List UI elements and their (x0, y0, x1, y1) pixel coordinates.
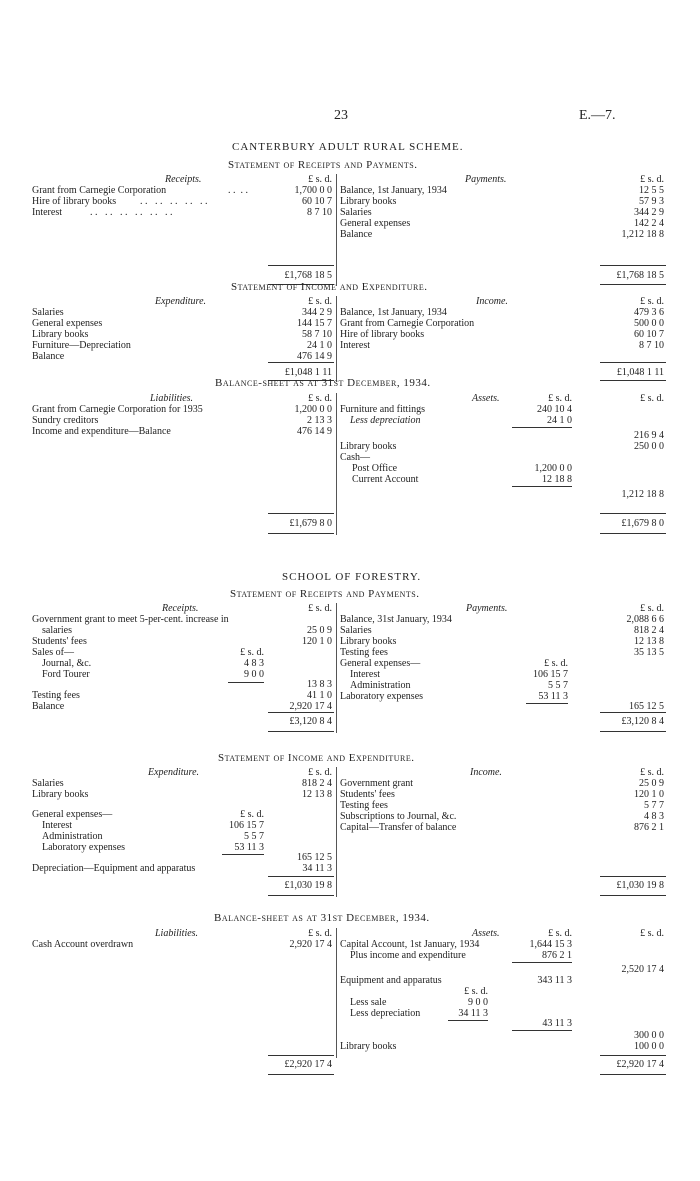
column-label: Income. (476, 296, 508, 307)
ledger-amount: 344 2 9 (302, 307, 332, 318)
ledger-amount: 8 7 10 (307, 207, 332, 218)
ledger-amount: 34 11 3 (458, 1008, 488, 1019)
column-head: £ s. d. (548, 393, 572, 404)
ledger-item: Equipment and apparatus (340, 975, 442, 986)
ledger-amount: 4 8 3 (244, 658, 264, 669)
column-label: Payments. (465, 174, 507, 185)
ledger-item: Salaries (340, 207, 372, 218)
ledger-item: Administration (350, 680, 411, 691)
ledger-amount: 479 3 6 (634, 307, 664, 318)
section-title: CANTERBURY ADULT RURAL SCHEME. (232, 141, 464, 153)
column-label: Expenditure. (148, 767, 200, 778)
ledger-item: Government grant to meet 5-per-cent. increase in (32, 614, 229, 625)
ledger-amount: 876 2 1 (634, 822, 664, 833)
ledger-item: Balance, 1st January, 1934 (340, 185, 447, 196)
ledger-item: Library books (32, 789, 89, 800)
ledger-amount: 2 13 3 (307, 415, 332, 426)
ledger-item: Testing fees (340, 647, 388, 658)
ledger-amount: 53 11 3 (234, 842, 264, 853)
ledger-item: Sundry creditors (32, 415, 99, 426)
ledger-item: Plus income and expenditure (350, 950, 466, 961)
ledger-item: Laboratory expenses (42, 842, 126, 853)
ledger-item: Less depreciation (350, 415, 421, 426)
total: £3,120 8 4 (621, 716, 664, 727)
ledger-amount: 1,212 18 8 (621, 229, 664, 240)
ledger-item: Income and expenditure—Balance (32, 426, 171, 437)
ledger-item: Salaries (340, 625, 372, 636)
ledger-item: Grant from Carnegie Corporation (340, 318, 475, 329)
ledger-amount: 2,088 6 6 (626, 614, 664, 625)
ledger-amount: 344 2 9 (634, 207, 664, 218)
total: £2,920 17 4 (616, 1059, 664, 1070)
ledger-amount: 4 8 3 (644, 811, 664, 822)
ledger-amount: 5 5 7 (548, 680, 568, 691)
ledger-amount: 12 13 8 (634, 636, 664, 647)
statement-heading: Balance-sheet as at 31st December, 1934. (215, 377, 431, 389)
column-head: £ s. d. (640, 296, 664, 307)
ledger-amount: 142 2 4 (634, 218, 664, 229)
column-head: £ s. d. (308, 603, 332, 614)
total: £3,120 8 4 (289, 716, 332, 727)
ledger-item: Administration (42, 831, 103, 842)
ledger-amount: 8 7 10 (639, 340, 664, 351)
ledger-amount: 120 1 0 (634, 789, 664, 800)
ledger-item: Testing fees (32, 690, 80, 701)
ledger-item: Interest (350, 669, 380, 680)
total: £1,768 18 5 (284, 270, 332, 281)
ledger-item: Testing fees (340, 800, 388, 811)
total: £1,030 19 8 (284, 880, 332, 891)
ledger-amount: 24 1 0 (307, 340, 332, 351)
ledger-item: Furniture and fittings (340, 404, 425, 415)
ledger-item: Hire of library books (340, 329, 425, 340)
column-head: £ s. d. (308, 767, 332, 778)
ledger-amount: 53 11 3 (538, 691, 568, 702)
ledger-item: Salaries (32, 307, 64, 318)
ledger-amount: 476 14 9 (297, 426, 332, 437)
column-head: £ s. d. (640, 603, 664, 614)
ledger-amount: 100 0 0 (634, 1041, 664, 1052)
column-head: £ s. d. (640, 174, 664, 185)
column-label: Liabilities. (150, 393, 194, 404)
column-head: £ s. d. (308, 928, 332, 939)
ledger-amount: 818 2 4 (302, 778, 332, 789)
column-head: £ s. d. (548, 928, 572, 939)
ledger-item: Cash— (340, 452, 370, 463)
column-head: £ s. d. (640, 767, 664, 778)
total: £1,048 1 11 (284, 367, 332, 378)
ledger-amount: 106 15 7 (533, 669, 568, 680)
ledger-item: Less depreciation (350, 1008, 421, 1019)
ledger-item: Subscriptions to Journal, &c. (340, 811, 457, 822)
column-head: £ s. d. (640, 393, 664, 404)
section-title: SCHOOL OF FORESTRY. (282, 571, 422, 583)
column-head: £ s. d. (308, 174, 332, 185)
total: £1,768 18 5 (616, 270, 664, 281)
ledger-amount: 2,520 17 4 (621, 964, 664, 975)
ledger-amount: 12 18 8 (542, 474, 572, 485)
ledger-amount: 476 14 9 (297, 351, 332, 362)
ledger-item: Government grant (340, 778, 414, 789)
statement-heading: Statement of Receipts and Payments. (228, 159, 418, 171)
ledger-amount: 500 0 0 (634, 318, 664, 329)
statement-heading: Statement of Receipts and Payments. (230, 588, 420, 600)
column-label: Payments. (466, 603, 508, 614)
ledger-item: Sales of— (32, 647, 74, 658)
ledger-item: Library books (340, 441, 397, 452)
column-label: Assets. (472, 393, 500, 404)
ledger-item: General expenses— (32, 809, 113, 820)
ledger-amount: 144 15 7 (297, 318, 332, 329)
ledger-item: Students' fees (340, 789, 395, 800)
ledger-item: Grant from Carnegie Corporation (32, 185, 167, 196)
column-head: £ s. d. (640, 928, 664, 939)
statement-heading: Statement of Income and Expenditure. (231, 281, 428, 293)
ledger-item: Balance (32, 701, 65, 712)
ledger-item: Ford Tourer (42, 669, 90, 680)
ledger-amount: 13 8 3 (307, 679, 332, 690)
ledger-item: Balance, 31st January, 1934 (340, 614, 452, 625)
ledger-item: General expenses (340, 218, 411, 229)
ledger-amount: 165 12 5 (297, 852, 332, 863)
ledger-amount: 1,700 0 0 (294, 185, 332, 196)
ledger-amount: 24 1 0 (547, 415, 572, 426)
page-number: 23 (334, 108, 348, 123)
ledger-item: General expenses— (340, 658, 421, 669)
ledger-item: Hire of library books (32, 196, 117, 207)
ledger-item: Balance (340, 229, 373, 240)
column-label: Receipts. (165, 174, 202, 185)
ledger-amount: 876 2 1 (542, 950, 572, 961)
ledger-amount: 1,200 0 0 (294, 404, 332, 415)
ledger-amount: 343 11 3 (537, 975, 572, 986)
ledger-amount: 58 7 10 (302, 329, 332, 340)
ledger-amount: 300 0 0 (634, 1030, 664, 1041)
column-label: Liabilities. (155, 928, 199, 939)
ledger-item: Library books (340, 636, 397, 647)
statement-heading: Balance-sheet as at 31st December, 1934. (214, 912, 430, 924)
ledger-amount: 25 0 9 (307, 625, 332, 636)
page-reference: E.—7. (579, 108, 616, 123)
column-label: Income. (470, 767, 502, 778)
ledger-amount: 41 1 0 (307, 690, 332, 701)
ledger-item: Library books (340, 1041, 397, 1052)
column-label: Assets. (472, 928, 500, 939)
ledger-amount: 120 1 0 (302, 636, 332, 647)
ledger-item: Balance, 1st January, 1934 (340, 307, 447, 318)
total: £1,679 8 0 (621, 518, 664, 529)
ledger-amount: 165 12 5 (629, 701, 664, 712)
ledger-amount: 25 0 9 (639, 778, 664, 789)
ledger-amount: 2,920 17 4 (289, 939, 332, 950)
ledger-item: Interest (42, 820, 72, 831)
ledger-item: Grant from Carnegie Corporation for 1935 (32, 404, 203, 415)
sub-column-head: £ s. d. (544, 658, 568, 669)
ledger-amount: 5 5 7 (244, 831, 264, 842)
ledger-amount: 60 10 7 (634, 329, 664, 340)
ledger-amount: 818 2 4 (634, 625, 664, 636)
ledger-item: Laboratory expenses (340, 691, 424, 702)
ledger-item: Less sale (350, 997, 387, 1008)
ledger-item: Journal, &c. (42, 658, 92, 669)
ledger-item: Salaries (32, 778, 64, 789)
sub-column-head: £ s. d. (240, 809, 264, 820)
ledger-amount: 240 10 4 (537, 404, 572, 415)
ledger-amount: 43 11 3 (542, 1018, 572, 1029)
column-head: £ s. d. (308, 296, 332, 307)
ledger-amount: 250 0 0 (634, 441, 664, 452)
ledger-item: Interest (32, 207, 62, 218)
statement-heading: Statement of Income and Expenditure. (218, 752, 415, 764)
ledger-item: Capital—Transfer of balance (340, 822, 457, 833)
ledger-amount: 12 5 5 (639, 185, 664, 196)
sub-column-head: £ s. d. (464, 986, 488, 997)
ledger-amount: 1,200 0 0 (534, 463, 572, 474)
ledger-item: Depreciation—Equipment and apparatus (32, 863, 196, 874)
total: £2,920 17 4 (284, 1059, 332, 1070)
ledger-amount: 5 7 7 (644, 800, 664, 811)
ledger-item: Cash Account overdrawn (32, 939, 134, 950)
column-head: £ s. d. (308, 393, 332, 404)
ledger-amount: 9 0 0 (468, 997, 488, 1008)
ledger-amount: 9 0 0 (244, 669, 264, 680)
ledger-amount: 34 11 3 (302, 863, 332, 874)
ledger-amount: 1,212 18 8 (621, 489, 664, 500)
ledger-amount: 216 9 4 (634, 430, 664, 441)
ledger-item: Library books (340, 196, 397, 207)
ledger-item: Capital Account, 1st January, 1934 (340, 939, 480, 950)
ledger-item: Current Account (352, 474, 419, 485)
ledger-amount: 57 9 3 (639, 196, 664, 207)
ledger-amount: 1,644 15 3 (529, 939, 572, 950)
ledger-item: Library books (32, 329, 89, 340)
ledger-item: salaries (42, 625, 72, 636)
ledger-item: General expenses (32, 318, 103, 329)
column-label: Receipts. (162, 603, 199, 614)
ledger-amount: 2,920 17 4 (289, 701, 332, 712)
ledger-item: Students' fees (32, 636, 87, 647)
ledger-amount: 106 15 7 (229, 820, 264, 831)
ledger-amount: 60 10 7 (302, 196, 332, 207)
total: £1,679 8 0 (289, 518, 332, 529)
total: £1,030 19 8 (616, 880, 664, 891)
sub-column-head: £ s. d. (240, 647, 264, 658)
ledger-item: Interest (340, 340, 370, 351)
ledger-item: Balance (32, 351, 65, 362)
ledger-item: Post Office (352, 463, 398, 474)
total: £1,048 1 11 (616, 367, 664, 378)
ledger-amount: 12 13 8 (302, 789, 332, 800)
ledger-amount: 35 13 5 (634, 647, 664, 658)
column-label: Expenditure. (155, 296, 207, 307)
ledger-item: Furniture—Depreciation (32, 340, 131, 351)
